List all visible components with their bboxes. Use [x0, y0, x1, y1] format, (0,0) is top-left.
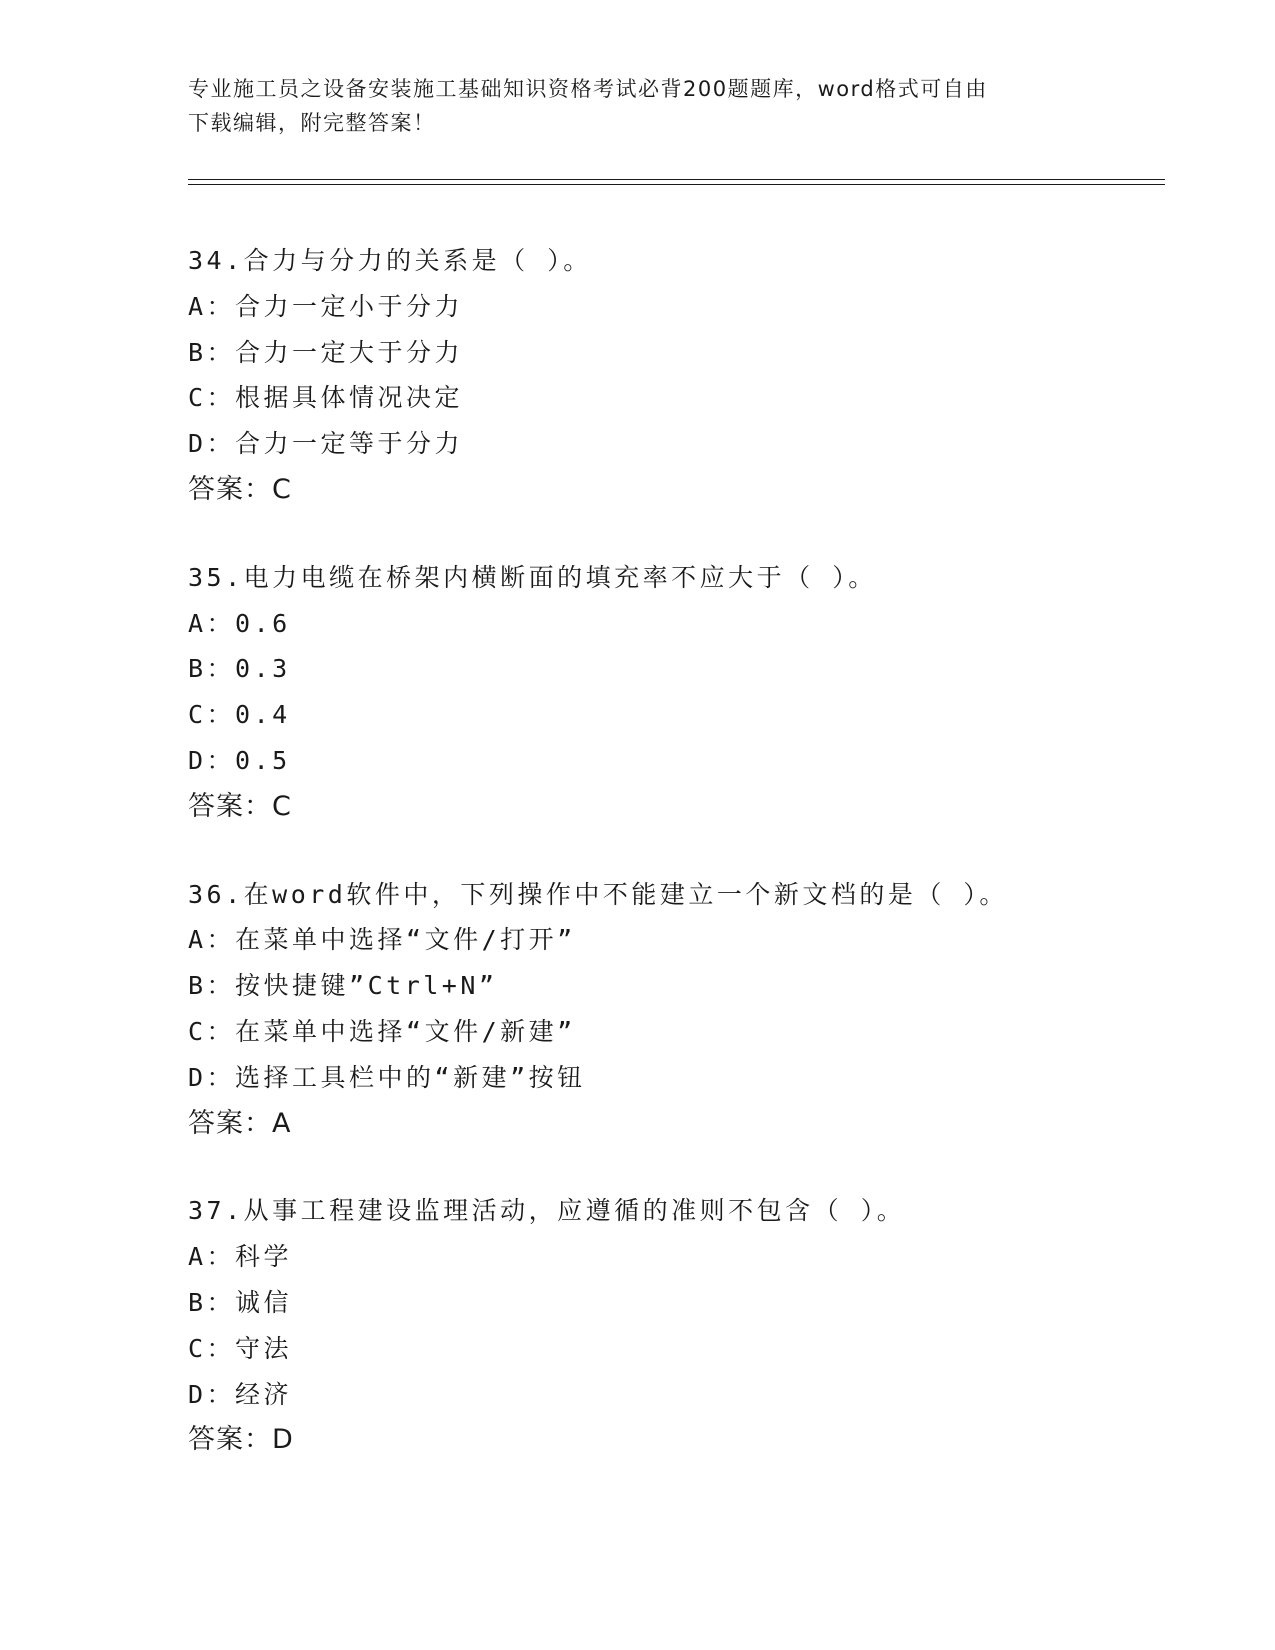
option-b: B：诚信	[188, 1287, 293, 1317]
question-list	[188, 238, 1168, 1505]
option-c: C：0.4	[188, 700, 291, 730]
question-37	[188, 1188, 1168, 1463]
option-c: C：在菜单中选择“文件/新建”	[188, 1016, 576, 1046]
header-divider-bottom	[188, 184, 1165, 185]
option-c: C：守法	[188, 1333, 293, 1363]
option-c: C：根据具体情况决定	[188, 383, 464, 413]
question-34	[188, 238, 1168, 513]
option-a: A：0.6	[188, 608, 291, 638]
question-stem: 35.电力电缆在桥架内横断面的填充率不应大于（ ）。	[188, 562, 877, 592]
option-b: B：合力一定大于分力	[188, 337, 464, 367]
option-d: D：经济	[188, 1379, 293, 1409]
answer: 答案：A	[188, 1107, 292, 1139]
question-36	[188, 872, 1168, 1147]
option-d: D：选择工具栏中的“新建”按钮	[188, 1062, 586, 1092]
answer: 答案：C	[188, 473, 292, 505]
header-line-2: 下载编辑，附完整答案！	[188, 111, 436, 135]
question-35	[188, 555, 1168, 830]
option-d: D：0.5	[188, 745, 291, 775]
document-header	[188, 72, 1088, 140]
header-divider-top	[188, 179, 1165, 180]
option-a: A：合力一定小于分力	[188, 291, 464, 321]
option-d: D：合力一定等于分力	[188, 429, 464, 459]
option-a: A：在菜单中选择“文件/打开”	[188, 925, 576, 955]
answer: 答案：C	[188, 790, 292, 822]
option-b: B：0.3	[188, 654, 291, 684]
question-stem: 36.在word软件中，下列操作中不能建立一个新文档的是（ ）。	[188, 879, 1008, 909]
option-b: B：按快捷键”Ctrl+N”	[188, 971, 498, 1001]
answer: 答案：D	[188, 1424, 294, 1456]
question-stem: 34.合力与分力的关系是（ ）。	[188, 246, 592, 275]
option-a: A：科学	[188, 1242, 293, 1272]
question-stem: 37.从事工程建设监理活动，应遵循的准则不包含（ ）。	[188, 1196, 906, 1226]
header-line-1: 专业施工员之设备安装施工基础知识资格考试必背200题题库，word格式可自由	[188, 77, 988, 101]
